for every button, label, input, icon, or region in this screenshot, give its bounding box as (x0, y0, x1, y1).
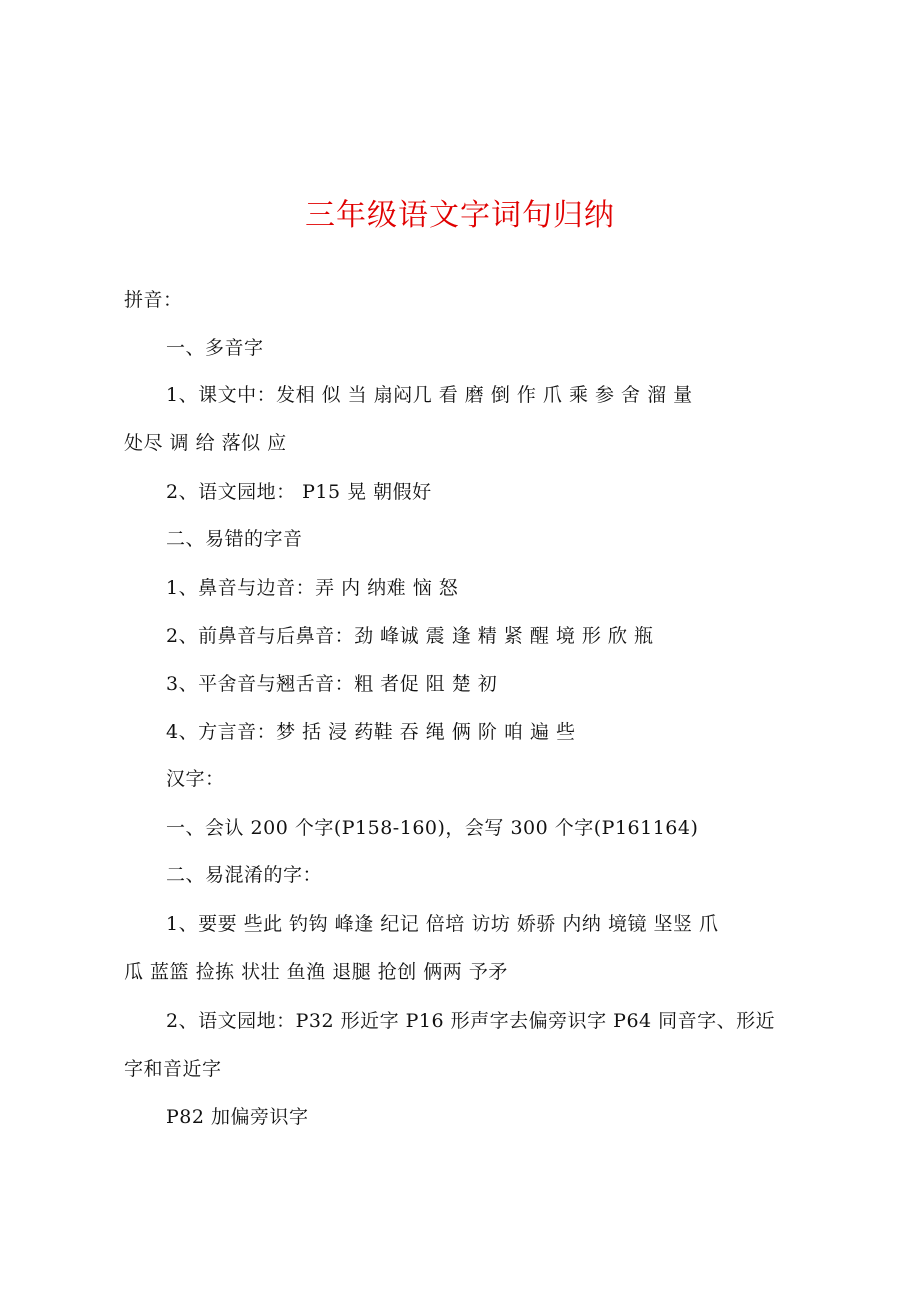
paragraph-line: 1、要要 些此 钓钩 峰逢 纪记 倍培 访坊 娇骄 内纳 境镜 坚竖 爪 (166, 913, 719, 935)
paragraph-line: 1、鼻音与边音：弄 内 纳难 恼 怒 (166, 577, 459, 599)
subsection-heading: 一、多音字 (166, 337, 264, 359)
paragraph-line: 处尽 调 给 落似 应 (124, 432, 287, 454)
section-heading-pinyin: 拼音： (124, 289, 183, 311)
paragraph-line: 2、语文园地： P15 晃 朝假好 (166, 481, 432, 503)
section-heading-hanzi: 汉字： (166, 768, 225, 790)
paragraph-line: 2、前鼻音与后鼻音：劲 峰诚 震 逢 精 紧 醒 境 形 欣 瓶 (166, 625, 654, 647)
paragraph-line: P82 加偏旁识字 (166, 1106, 309, 1128)
subsection-heading: 二、易混淆的字： (166, 864, 323, 886)
subsection-heading: 二、易错的字音 (166, 528, 303, 550)
document-title: 三年级语文字词句归纳 (305, 198, 615, 233)
paragraph-line: 3、平舍音与翘舌音：粗 者促 阻 楚 初 (166, 673, 498, 695)
paragraph-line: 字和音近字 (124, 1058, 222, 1080)
paragraph-line: 4、方言音：梦 括 浸 药鞋 吞 绳 俩 阶 咱 遍 些 (166, 721, 576, 743)
paragraph-line: 瓜 蓝篮 捡拣 状壮 鱼渔 退腿 抢创 俩两 予矛 (124, 961, 508, 983)
paragraph-line: 2、语文园地：P32 形近字 P16 形声字去偏旁识字 P64 同音字、形近 (166, 1010, 776, 1032)
paragraph-line: 一、会认 200 个字(P158-160)，会写 300 个字(P161164) (166, 817, 699, 839)
paragraph-line: 1、课文中：发相 似 当 扇闷几 看 磨 倒 作 爪 乘 参 舍 溜 量 (166, 384, 693, 406)
